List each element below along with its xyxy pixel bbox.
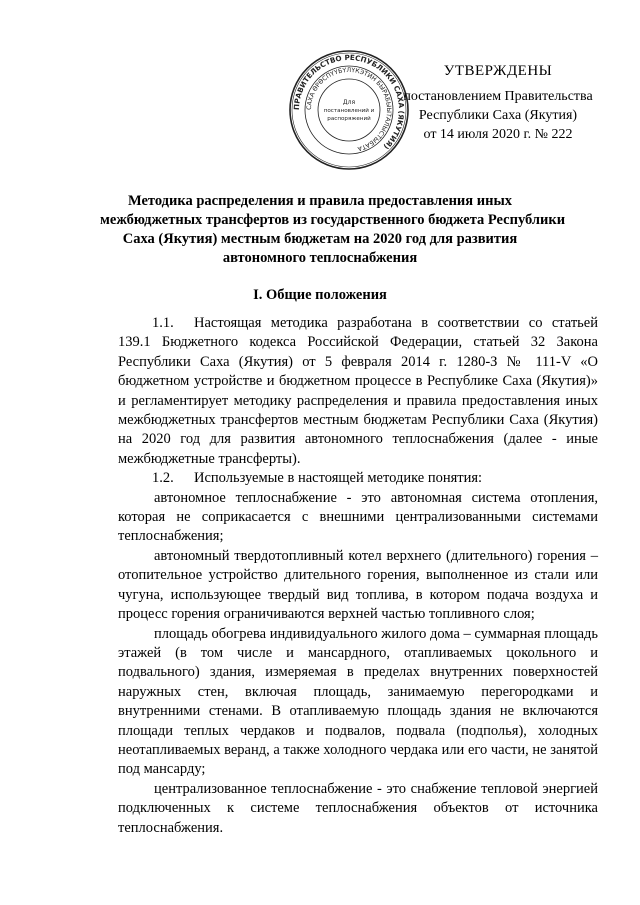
approval-line-2: Республики Саха (Якутия): [418, 108, 578, 123]
title-line-4: автономного теплоснабжения: [222, 250, 418, 266]
official-seal-stamp: [287, 48, 411, 172]
paragraph-number: 1.1.: [152, 315, 174, 331]
seal-outer-text: ПРАВИТЕЛЬСТВО РЕСПУБЛИКИ САХА (ЯКУТИЯ): [291, 52, 407, 152]
definition-autonomous-heating: автономное теплоснабжение - это автономная система отопления, которая не соприкасается с внешними централизованными системами теплоснабжения;: [118, 489, 598, 545]
definition-heated-area: площадь обогрева индивидуального жилого дома – суммарная площадь этажей (в том числе и мансардного, отапливаемых цокольного и подвального) здания, измеряемая в пределах внутренних поверхностей наружных стен, включая площадь, занимаемую перегородками и внутренними стенами. В отапливаемую площадь здания не включаются площади теплых чердаков и подвалов, подвала (подполья), холодных неотапливаемых веранд, а также холодного чердака или его части, не занятой под мансарду;: [118, 625, 598, 778]
paragraph-1-2: [118, 469, 598, 488]
seal-center-line1: Для: [342, 99, 356, 106]
document-title: [100, 192, 566, 268]
title-line-3: Саха (Якутия) местным бюджетам на 2020 год для развития: [122, 231, 518, 247]
title-line-2: межбюджетных трансфертов из государственного бюджета Республики: [100, 212, 566, 228]
paragraph-number: 1.2.: [152, 470, 174, 487]
definition-solid-fuel-boiler: автономный твердотопливный котел верхнего (длительного) горения – отопительное устройство длительного горения, выполненное из стали или чугуна, использующее твердый вид топлива, в котором подача воздуха и процесс горения ограничиваются верхней частью топливного слоя;: [118, 547, 598, 623]
approval-line-3: от 14 июля 2020 г. № 222: [423, 127, 573, 142]
approval-block: [398, 62, 598, 144]
approved-heading: УТВЕРЖДЕНЫ: [443, 63, 553, 79]
seal-inner-text: САХА ӨРӨСПҮҮБҮЛҮКЭТИН БЫРАБЫЫТАЛЫСТЫБАТА: [305, 66, 393, 152]
seal-center-line2: постановлений и: [323, 108, 375, 114]
paragraph-text: Настоящая методика разработана в соответствии со статьей 139.1 Бюджетного кодекса Российской Федерации, статьей 32 Закона Республики Саха (Якутия) от 5 февраля 2014 г. 1280-З № 111-V «О бюджетном устройстве и бюджетном процессе в Республике Саха (Якутия)» и регламентирует методику распределения и правила предоставления иных межбюджетных трансфертов местным бюджетам Республики Саха (Якутия) на 2020 год для развития автономного теплоснабжения (далее - иные межбюджетные трансферты).: [118, 315, 598, 467]
title-line-1: Методика распределения и правила предоставления иных: [127, 193, 513, 209]
paragraph-text: Используемые в настоящей методике понятия:: [194, 470, 483, 487]
paragraph-1-1: [118, 314, 598, 469]
approval-line-1: постановлением Правительства: [403, 89, 593, 104]
definition-central-heating: централизованное теплоснабжение - это снабжение тепловой энергией подключенных к системе теплоснабжения объектов от источника теплоснабжения.: [118, 780, 598, 836]
document-body: [118, 314, 598, 838]
section-heading: I. Общие положения: [253, 287, 387, 303]
seal-center-line3: распоряжений: [327, 116, 371, 122]
